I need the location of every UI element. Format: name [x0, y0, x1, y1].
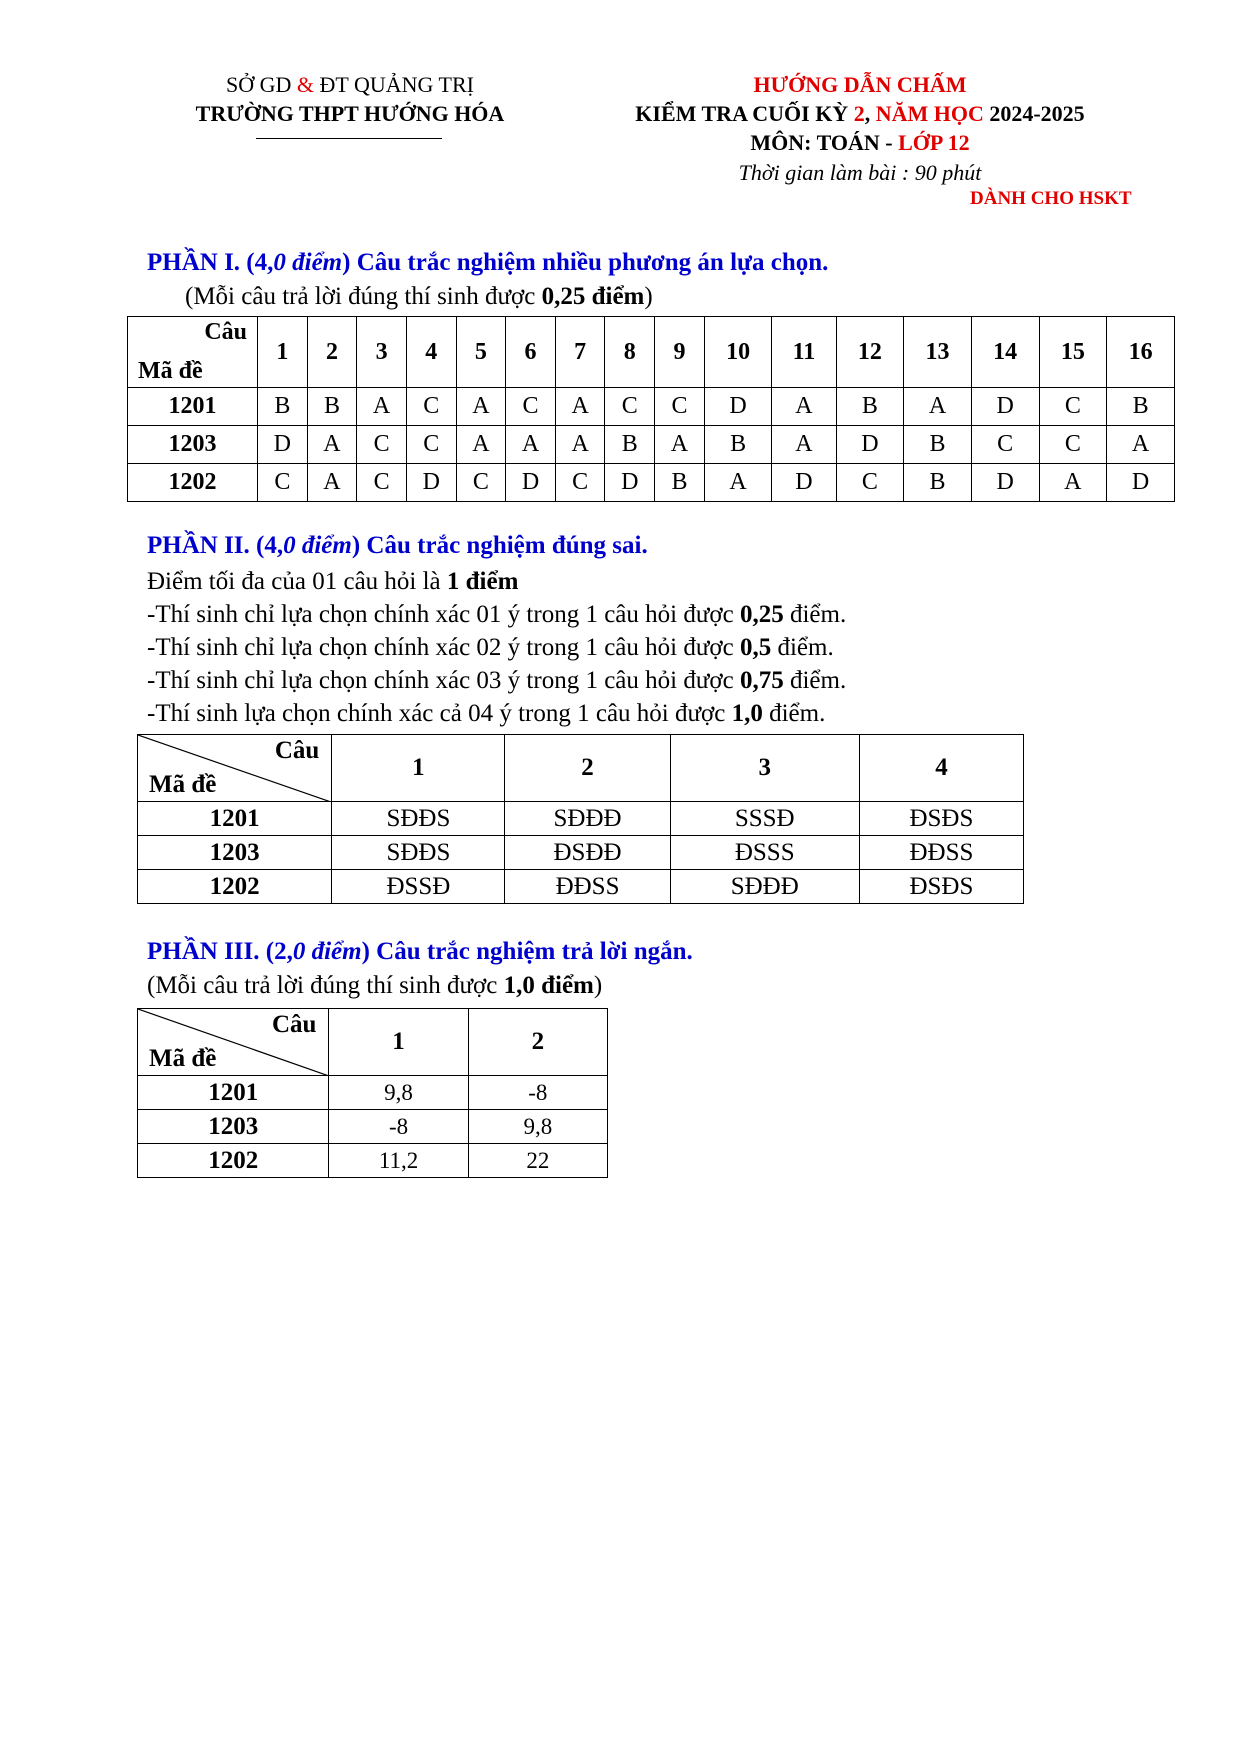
document-title: HƯỚNG DẪN CHẤM — [753, 72, 967, 97]
answer-cell: C — [506, 388, 556, 426]
answer-cell: SĐĐS — [332, 802, 505, 836]
corner-question-label: Câu — [204, 319, 247, 345]
corner-cell — [138, 1009, 329, 1076]
answer-cell: C — [1039, 426, 1107, 464]
part2-rule-2 — [147, 631, 834, 664]
answer-cell: B — [836, 388, 904, 426]
answer-cell: C — [258, 464, 308, 502]
part2-heading-points: 0 điểm — [283, 532, 352, 559]
school-name: TRƯỜNG THPT HƯỚNG HÓA — [195, 101, 505, 126]
exam-term: 2 — [853, 101, 865, 126]
answer-cell: C — [406, 426, 456, 464]
question-header: 2 — [505, 735, 670, 802]
exam-code-cell: 1202 — [138, 870, 332, 904]
part3-note-close: ) — [593, 972, 603, 999]
exam-code-cell: 1201 — [138, 802, 332, 836]
table-row — [138, 802, 1024, 836]
question-header: 9 — [655, 317, 705, 388]
part1-heading — [147, 249, 828, 277]
part3-heading-start: PHẦN III. (2, — [147, 938, 293, 965]
part1-note-text: (Mỗi câu trả lời đúng thí sinh được — [185, 283, 542, 310]
rule-text: -Thí sinh chỉ lựa chọn chính xác 02 ý trong 1 câu hỏi được — [147, 634, 740, 661]
answer-cell: D — [506, 464, 556, 502]
answer-cell: D — [971, 464, 1039, 502]
table-row — [138, 1110, 608, 1144]
part3-heading-end: ) Câu trắc nghiệm trả lời ngắn. — [361, 938, 693, 965]
table-row — [128, 464, 1175, 502]
question-header: 8 — [605, 317, 655, 388]
answer-cell: C — [456, 464, 506, 502]
answer-cell: B — [605, 426, 655, 464]
rule-unit: điểm. — [783, 601, 847, 628]
answer-cell: 22 — [468, 1144, 607, 1178]
table-header-row — [138, 1009, 608, 1076]
grade-label: LỚP 12 — [898, 130, 970, 155]
answer-cell: D — [605, 464, 655, 502]
exam-line — [560, 99, 1160, 128]
answer-cell: A — [506, 426, 556, 464]
department-ampersand: & — [296, 72, 315, 97]
question-header: 1 — [258, 317, 308, 388]
department-suffix: ĐT QUẢNG TRỊ — [314, 72, 474, 97]
question-header: 3 — [357, 317, 407, 388]
answer-cell: D — [258, 426, 308, 464]
question-header: 12 — [836, 317, 904, 388]
answer-cell: B — [704, 426, 772, 464]
answer-cell: SĐĐS — [332, 836, 505, 870]
part2-rule-3 — [147, 664, 846, 697]
question-header: 16 — [1107, 317, 1175, 388]
answer-cell: B — [307, 388, 357, 426]
answer-cell: A — [357, 388, 407, 426]
question-header: 15 — [1039, 317, 1107, 388]
part2-max-score — [147, 565, 518, 598]
answer-cell: A — [555, 388, 605, 426]
answer-cell: 11,2 — [329, 1144, 468, 1178]
answer-cell: C — [555, 464, 605, 502]
part1-note — [185, 283, 653, 311]
answer-cell: A — [1107, 426, 1175, 464]
corner-cell — [138, 735, 332, 802]
answer-cell: D — [1107, 464, 1175, 502]
rule-text: -Thí sinh lựa chọn chính xác cả 04 ý trong 1 câu hỏi được — [147, 700, 732, 727]
table-row — [138, 836, 1024, 870]
answer-cell: SĐĐĐ — [505, 802, 670, 836]
answer-cell: ĐSĐĐ — [505, 836, 670, 870]
answer-cell: -8 — [329, 1110, 468, 1144]
question-header: 10 — [704, 317, 772, 388]
answer-cell: A — [307, 426, 357, 464]
rule-unit: điểm. — [783, 667, 847, 694]
part2-rule-1 — [147, 598, 846, 631]
answer-cell: B — [1107, 388, 1175, 426]
answer-cell: B — [904, 426, 972, 464]
part3-note-text: (Mỗi câu trả lời đúng thí sinh được — [147, 972, 504, 999]
exam-duration: Thời gian làm bài : 90 phút — [738, 160, 982, 185]
answer-cell: C — [357, 464, 407, 502]
table-row — [138, 1076, 608, 1110]
subject-name: MÔN: TOÁN - — [750, 130, 899, 155]
header-divider — [256, 138, 442, 139]
rule-points: 0,5 — [739, 634, 772, 661]
part2-max-score-text: Điểm tối đa của 01 câu hỏi là — [147, 568, 447, 595]
answer-cell: ĐSĐS — [859, 802, 1023, 836]
part2-rule-4 — [147, 697, 825, 730]
answer-cell: A — [456, 426, 506, 464]
answer-cell: C — [605, 388, 655, 426]
rule-text: -Thí sinh chỉ lựa chọn chính xác 03 ý trong 1 câu hỏi được — [147, 667, 740, 694]
answer-cell: C — [1039, 388, 1107, 426]
part3-note — [147, 972, 602, 1000]
question-header: 5 — [456, 317, 506, 388]
answer-cell: C — [357, 426, 407, 464]
part2-heading-end: ) Câu trắc nghiệm đúng sai. — [351, 532, 648, 559]
answer-cell: ĐSĐS — [859, 870, 1023, 904]
answer-cell: B — [258, 388, 308, 426]
table-row — [138, 1144, 608, 1178]
answer-cell: ĐĐSS — [859, 836, 1023, 870]
answer-cell: A — [655, 426, 705, 464]
part2-answer-table — [137, 734, 1024, 904]
table-row — [128, 388, 1175, 426]
question-header: 6 — [506, 317, 556, 388]
part1-answer-table — [127, 316, 1175, 502]
answer-cell: A — [772, 426, 836, 464]
part1-heading-end: ) Câu trắc nghiệm nhiều phương án lựa chọn. — [342, 249, 829, 276]
question-header: 3 — [670, 735, 859, 802]
answer-cell: C — [836, 464, 904, 502]
answer-cell: ĐSSS — [670, 836, 859, 870]
answer-cell: A — [307, 464, 357, 502]
answer-cell: D — [772, 464, 836, 502]
part3-note-points: 1,0 điểm — [503, 972, 594, 999]
subject-line — [560, 128, 1160, 157]
corner-code-label: Mã đề — [149, 771, 217, 798]
question-header: 14 — [971, 317, 1039, 388]
answer-cell: A — [904, 388, 972, 426]
exam-separator: , — [864, 101, 876, 126]
answer-cell: D — [971, 388, 1039, 426]
part2-max-score-value: 1 điểm — [446, 568, 519, 595]
exam-code-cell: 1203 — [128, 426, 258, 464]
table-header-row — [128, 317, 1175, 388]
corner-code-label: Mã đề — [149, 1045, 217, 1072]
exam-code-cell: 1202 — [128, 464, 258, 502]
answer-cell: C — [655, 388, 705, 426]
answer-cell: A — [772, 388, 836, 426]
answer-cell: C — [406, 388, 456, 426]
answer-cell: ĐSSĐ — [332, 870, 505, 904]
corner-cell — [128, 317, 258, 388]
table-row — [138, 870, 1024, 904]
part1-note-points: 0,25 điểm — [541, 283, 645, 310]
table-header-row — [138, 735, 1024, 802]
question-header: 2 — [468, 1009, 607, 1076]
answer-cell: A — [555, 426, 605, 464]
school-year-label: NĂM HỌC — [875, 101, 984, 126]
part2-heading — [147, 532, 648, 560]
part2-heading-start: PHẦN II. (4, — [147, 532, 284, 559]
target-label: DÀNH CHO HSKT — [970, 188, 1132, 209]
rule-unit: điểm. — [771, 634, 834, 661]
corner-code-label: Mã đề — [138, 358, 203, 384]
answer-cell: C — [971, 426, 1039, 464]
rule-points: 0,75 — [739, 667, 784, 694]
question-header: 1 — [332, 735, 505, 802]
part3-heading — [147, 938, 693, 966]
answer-cell: D — [704, 388, 772, 426]
question-header: 13 — [904, 317, 972, 388]
answer-cell: ĐĐSS — [505, 870, 670, 904]
department-line — [150, 70, 550, 99]
exam-code-cell: 1201 — [128, 388, 258, 426]
answer-cell: A — [704, 464, 772, 502]
exam-code-cell: 1201 — [138, 1076, 329, 1110]
part1-note-close: ) — [644, 283, 653, 310]
part1-heading-start: PHẦN I. (4, — [147, 249, 274, 276]
table-row — [128, 426, 1175, 464]
answer-cell: 9,8 — [329, 1076, 468, 1110]
answer-cell: SĐĐĐ — [670, 870, 859, 904]
school-year: 2024-2025 — [983, 101, 1085, 126]
department-prefix: SỞ GD — [226, 72, 297, 97]
rule-points: 0,25 — [739, 601, 784, 628]
question-header: 4 — [406, 317, 456, 388]
exam-code-cell: 1203 — [138, 1110, 329, 1144]
part1-heading-points: 0 điểm — [273, 249, 343, 276]
answer-cell: D — [836, 426, 904, 464]
answer-cell: A — [456, 388, 506, 426]
answer-cell: 9,8 — [468, 1110, 607, 1144]
corner-question-label: Câu — [274, 737, 320, 764]
question-header: 1 — [329, 1009, 468, 1076]
rule-text: -Thí sinh chỉ lựa chọn chính xác 01 ý trong 1 câu hỏi được — [147, 601, 740, 628]
question-header: 2 — [307, 317, 357, 388]
question-header: 7 — [555, 317, 605, 388]
answer-cell: B — [904, 464, 972, 502]
answer-cell: SSSĐ — [670, 802, 859, 836]
part3-heading-points: 0 điểm — [292, 938, 362, 965]
question-header: 4 — [859, 735, 1023, 802]
exam-code-cell: 1202 — [138, 1144, 329, 1178]
exam-name: KIỂM TRA CUỐI KỲ — [635, 101, 854, 126]
answer-cell: D — [406, 464, 456, 502]
rule-unit: điểm. — [762, 700, 826, 727]
corner-question-label: Câu — [271, 1011, 317, 1038]
answer-cell: B — [655, 464, 705, 502]
rule-points: 1,0 — [731, 700, 763, 727]
exam-code-cell: 1203 — [138, 836, 332, 870]
answer-cell: -8 — [468, 1076, 607, 1110]
answer-cell: A — [1039, 464, 1107, 502]
question-header: 11 — [772, 317, 836, 388]
part3-answer-table — [137, 1008, 608, 1178]
